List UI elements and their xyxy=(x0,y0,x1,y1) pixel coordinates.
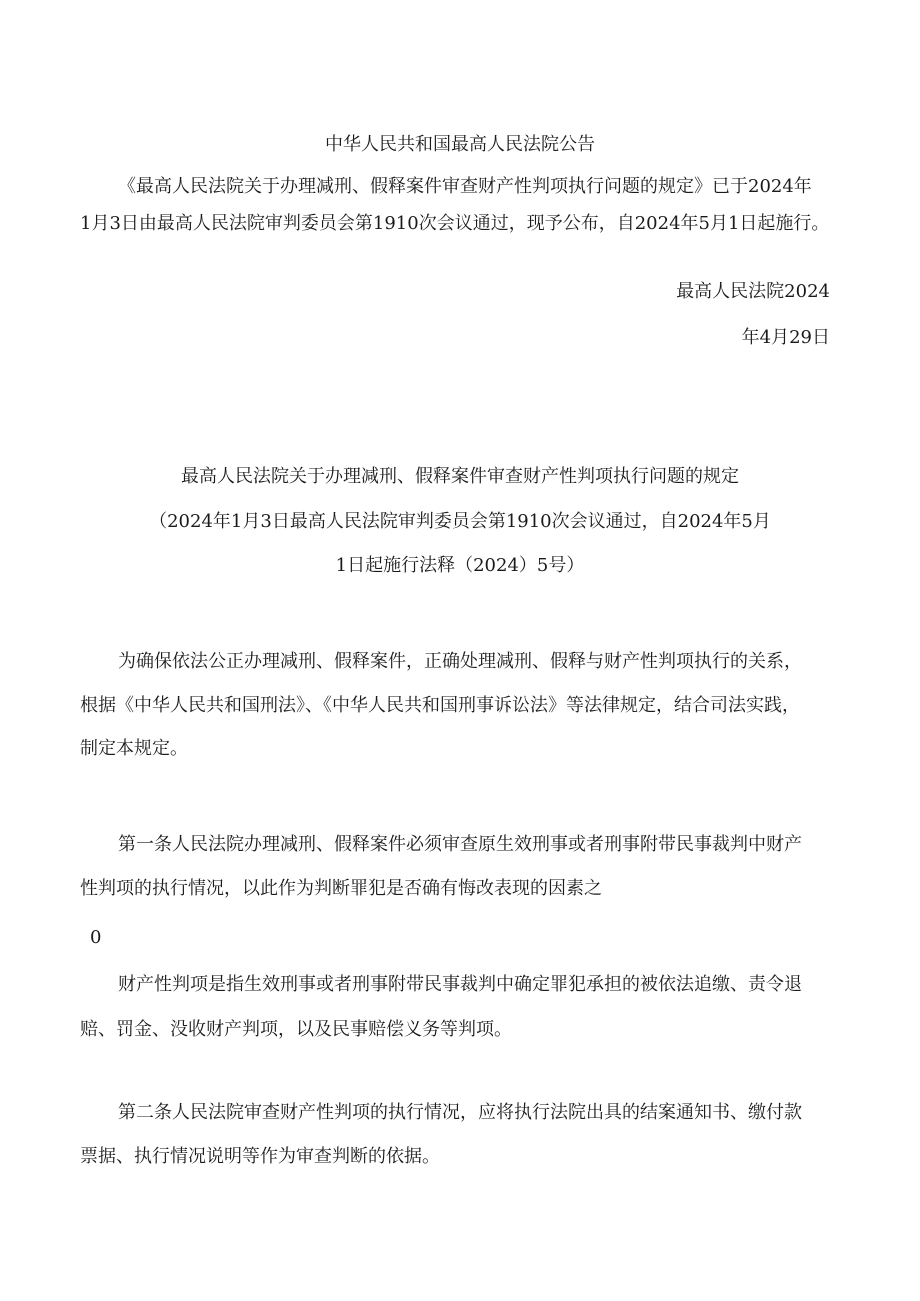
announcement-title: 中华人民共和国最高人民法院公告 xyxy=(325,134,595,155)
regulation-title: 最高人民法院关于办理减刑、假释案件审查财产性判项执行问题的规定 xyxy=(181,466,739,487)
article-1-line-2: 性判项的执行情况，以此作为判断罪犯是否确有悔改表现的因素之 xyxy=(80,878,602,899)
announcement-body-line-1: 《最高人民法院关于办理减刑、假释案件审查财产性判项执行问题的规定》已于2024年 xyxy=(118,176,812,197)
article-1-line-1: 第一条人民法院办理减刑、假释案件必须审查原生效刑事或者刑事附带民事裁判中财产 xyxy=(118,834,802,855)
preamble-line-1: 为确保依法公正办理减刑、假释案件，正确处理减刑、假释与财产性判项执行的关系， xyxy=(118,651,802,672)
announcement-body-line-2: 1月3日由最高人民法院审判委员会第1910次会议通过，现予公布，自2024年5月1日起施行。 xyxy=(80,213,830,234)
article-1-para-2-line-1: 财产性判项是指生效刑事或者刑事附带民事裁判中确定罪犯承担的被依法追缴、责令退 xyxy=(118,974,802,995)
article-1-line-3: 0 xyxy=(90,927,102,948)
regulation-subtitle-line-2: 1日起施行法释（2024）5号） xyxy=(335,555,585,576)
article-2-line-2: 票据、执行情况说明等作为审查判断的依据。 xyxy=(80,1146,440,1167)
article-2-line-1: 第二条人民法院审查财产性判项的执行情况，应将执行法院出具的结案通知书、缴付款 xyxy=(118,1102,802,1123)
regulation-subtitle-line-1: （2024年1月3日最高人民法院审判委员会第1910次会议通过，自2024年5月 xyxy=(149,511,771,532)
signature-issuer: 最高人民法院2024 xyxy=(676,281,830,302)
signature-date: 年4月29日 xyxy=(741,327,830,348)
preamble-line-2: 根据《中华人民共和国刑法》、《中华人民共和国刑事诉讼法》等法律规定，结合司法实践， xyxy=(80,695,800,716)
article-1-para-2-line-2: 赔、罚金、没收财产判项，以及民事赔偿义务等判项。 xyxy=(80,1019,512,1040)
preamble-line-3: 制定本规定。 xyxy=(80,738,188,759)
